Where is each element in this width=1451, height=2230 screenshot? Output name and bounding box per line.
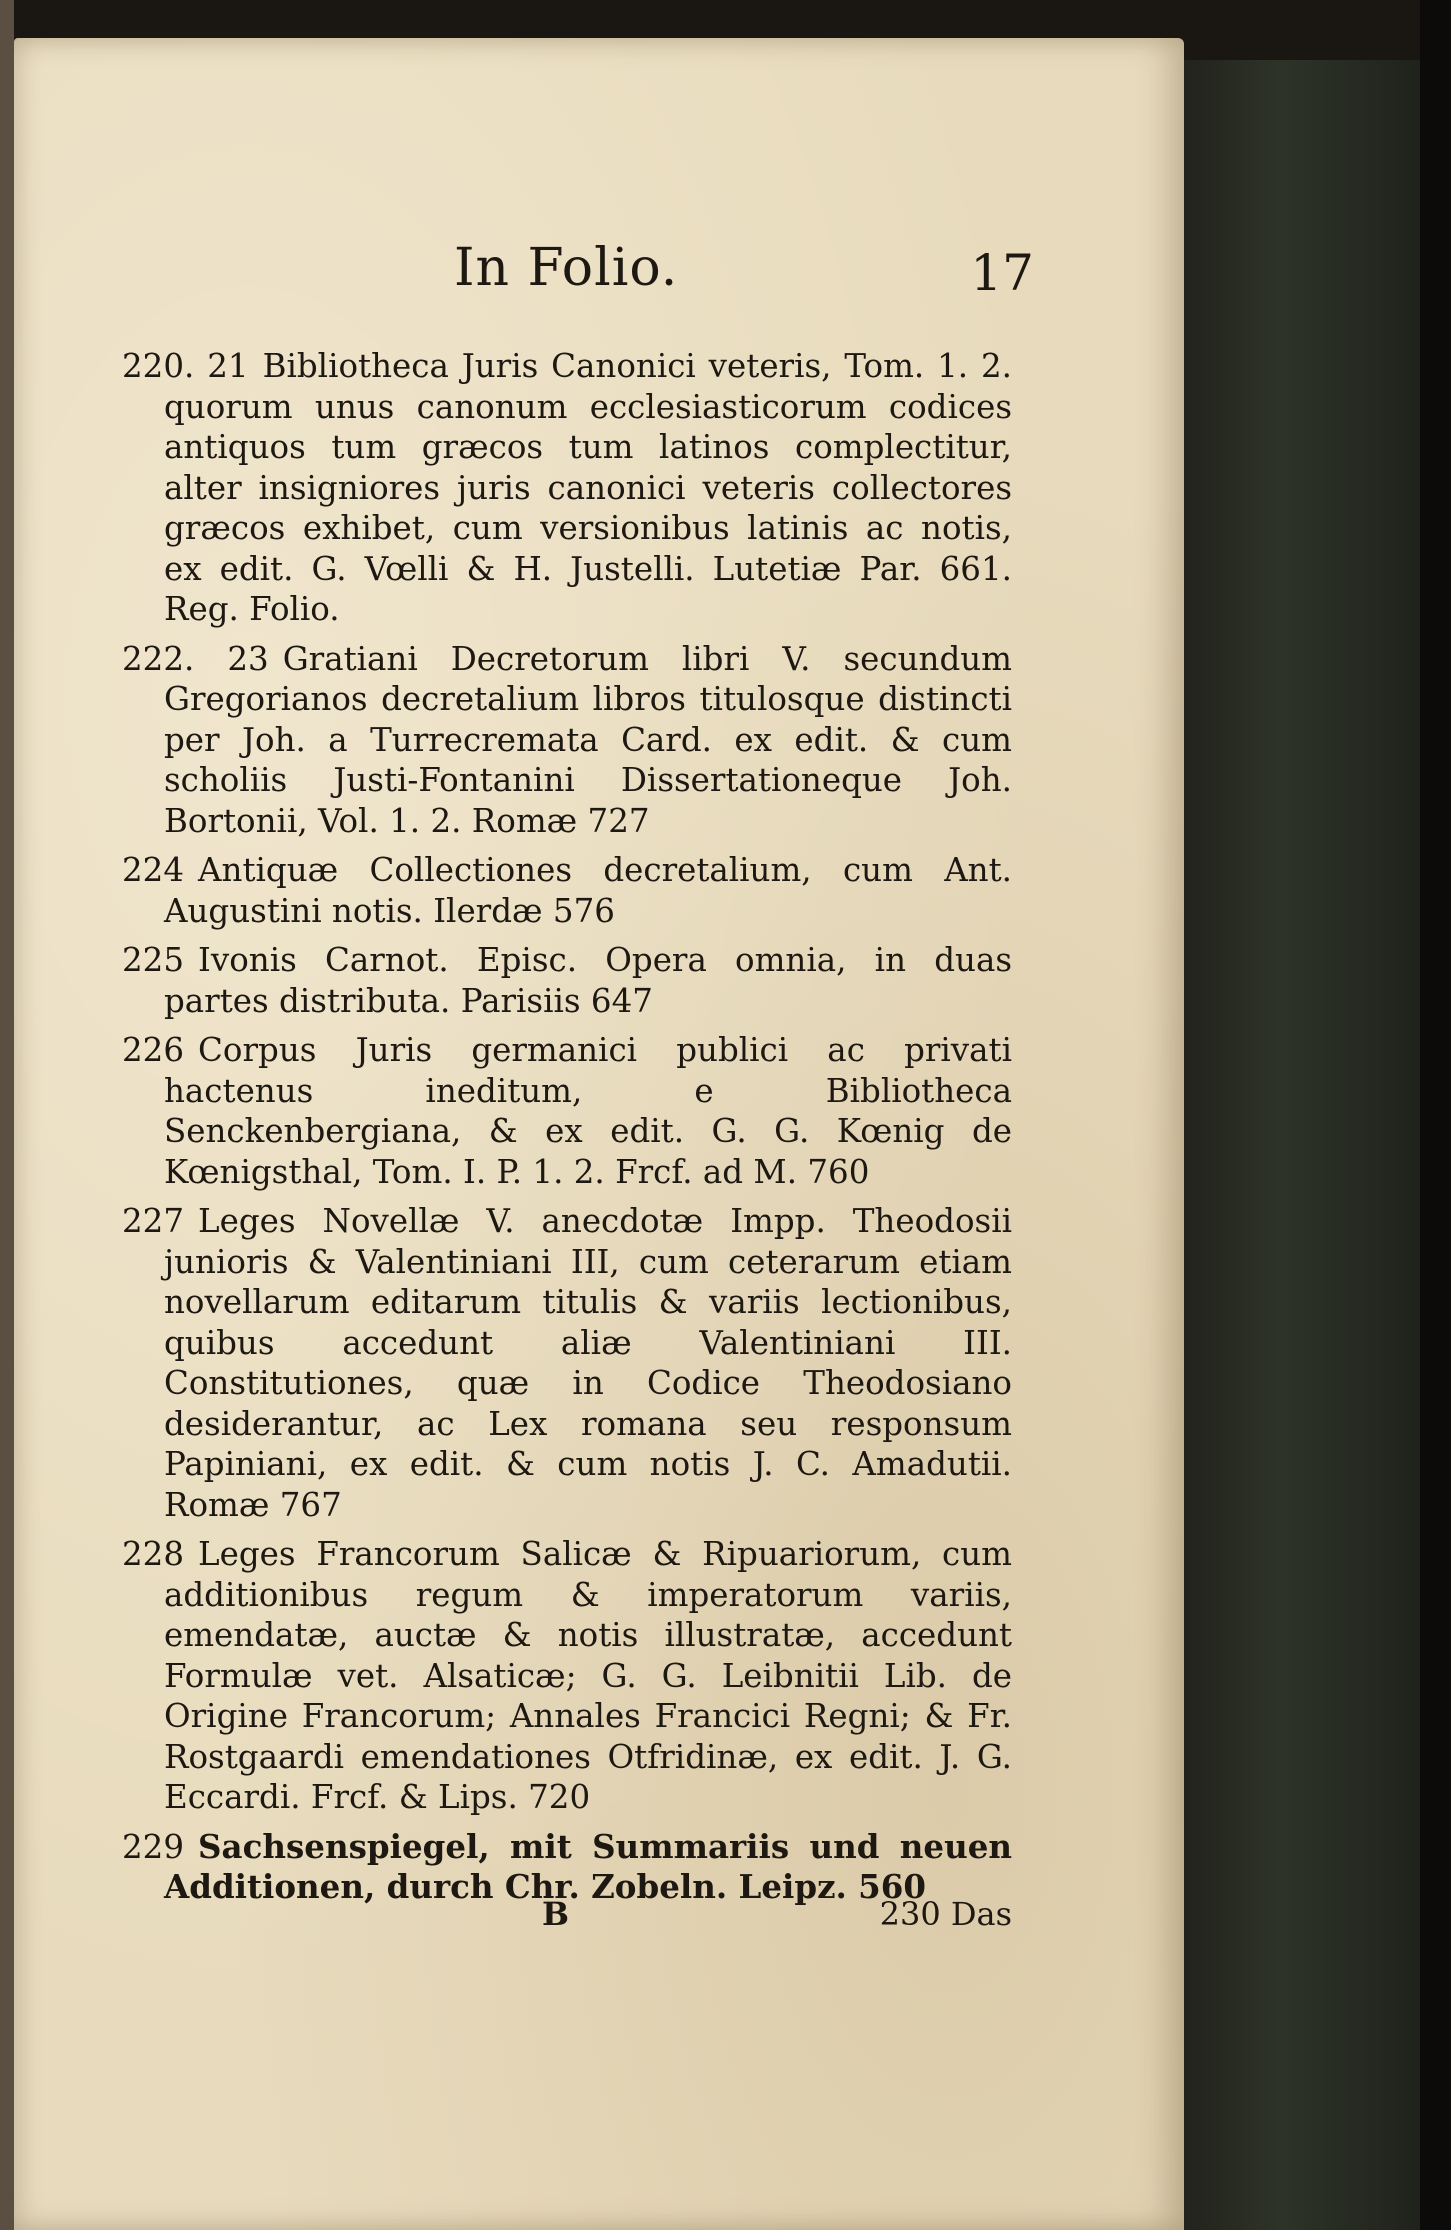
entry-number: 227 <box>122 1202 185 1240</box>
catalog-entry-224 <box>122 850 1012 931</box>
entry-number: 228 <box>122 1535 185 1573</box>
page-footer <box>122 1895 1012 1945</box>
entry-text: Corpus Juris germanici publici ac privati hactenus ineditum, e Bibliotheca Senckenbergiana, & ex edit. G. G. Kœnig de Kœnigsthal, Tom. I. P. 1. 2. Frcf. ad M. 760 <box>164 1031 1012 1191</box>
catalog-entry-222 <box>122 639 1012 842</box>
catalog-entry-227 <box>122 1201 1012 1525</box>
entry-number: 224 <box>122 851 185 889</box>
catalog-entries <box>122 346 1012 1917</box>
entry-number: 226 <box>122 1031 185 1069</box>
entry-text: Leges Francorum Salicæ & Ripuariorum, cum additionibus regum & imperatorum variis, emendatæ, auctæ & notis illustratæ, accedunt Formulæ vet. Alsaticæ; G. G. Leibnitii Lib. de Origine Francorum; Annales Francici Regni; & Fr. Rostgaardi emendationes Otfridinæ, ex edit. J. G. Eccardi. Frcf. & Lips. 720 <box>164 1535 1012 1816</box>
book-edge-left <box>0 0 14 2230</box>
catchword: 230 Das <box>879 1895 1012 1933</box>
entry-text: Sachsenspiegel, mit Summariis und neuen Additionen, durch Chr. Zobeln. Leipz. 560 <box>164 1826 1012 1906</box>
page-header <box>454 238 1034 308</box>
page-number: 17 <box>970 244 1034 302</box>
entry-text: Bibliotheca Juris Canonici veteris, Tom. 1. 2. quorum unus canonum ecclesiasticorum codices antiquos tum græcos tum latinos complectitur, alter insigniores juris canonici veteris collectores græcos exhibet, cum versionibus latinis ac notis, ex edit. G. Vœlli & H. Justelli. Lutetiæ Par. 661. Reg. Folio. <box>164 347 1012 628</box>
entry-text: Gratiani Decretorum libri V. secundum Gregorianos decretalium libros titulosque distincti per Joh. a Turrecremata Card. ex edit. & cum scholiis Justi-Fontanini Dissertationeque Joh. Bortonii, Vol. 1. 2. Romæ 727 <box>164 639 1012 840</box>
entry-number: 229 <box>122 1827 185 1866</box>
entry-number: 220. 21 <box>122 347 249 385</box>
entry-number: 222. 23 <box>122 639 269 678</box>
catalog-entry-220 <box>122 346 1012 630</box>
book-page <box>14 38 1184 2230</box>
book-binding <box>1166 60 1451 2230</box>
running-title: In Folio. <box>454 238 679 298</box>
catalog-entry-228 <box>122 1534 1012 1818</box>
entry-text: Ivonis Carnot. Episc. Opera omnia, in duas partes distributa. Parisiis 647 <box>164 941 1012 1020</box>
catalog-entry-225 <box>122 940 1012 1021</box>
entry-number: 225 <box>122 941 185 979</box>
entry-text: Leges Novellæ V. anecdotæ Impp. Theodosii junioris & Valentiniani III, cum ceterarum etiam novellarum editarum titulis & variis lectionibus, quibus accedunt aliæ Valentiniani III. Constitutiones, quæ in Codice Theodosiano desiderantur, ac Lex romana seu responsum Papiniani, ex edit. & cum notis J. C. Amadutii. Romæ 767 <box>164 1202 1012 1524</box>
catalog-entry-226 <box>122 1030 1012 1192</box>
background-edge <box>1420 0 1451 2230</box>
entry-text: Antiquæ Collectiones decretalium, cum Ant. Augustini notis. Ilerdæ 576 <box>164 851 1012 930</box>
signature-mark: B <box>542 1895 570 1933</box>
